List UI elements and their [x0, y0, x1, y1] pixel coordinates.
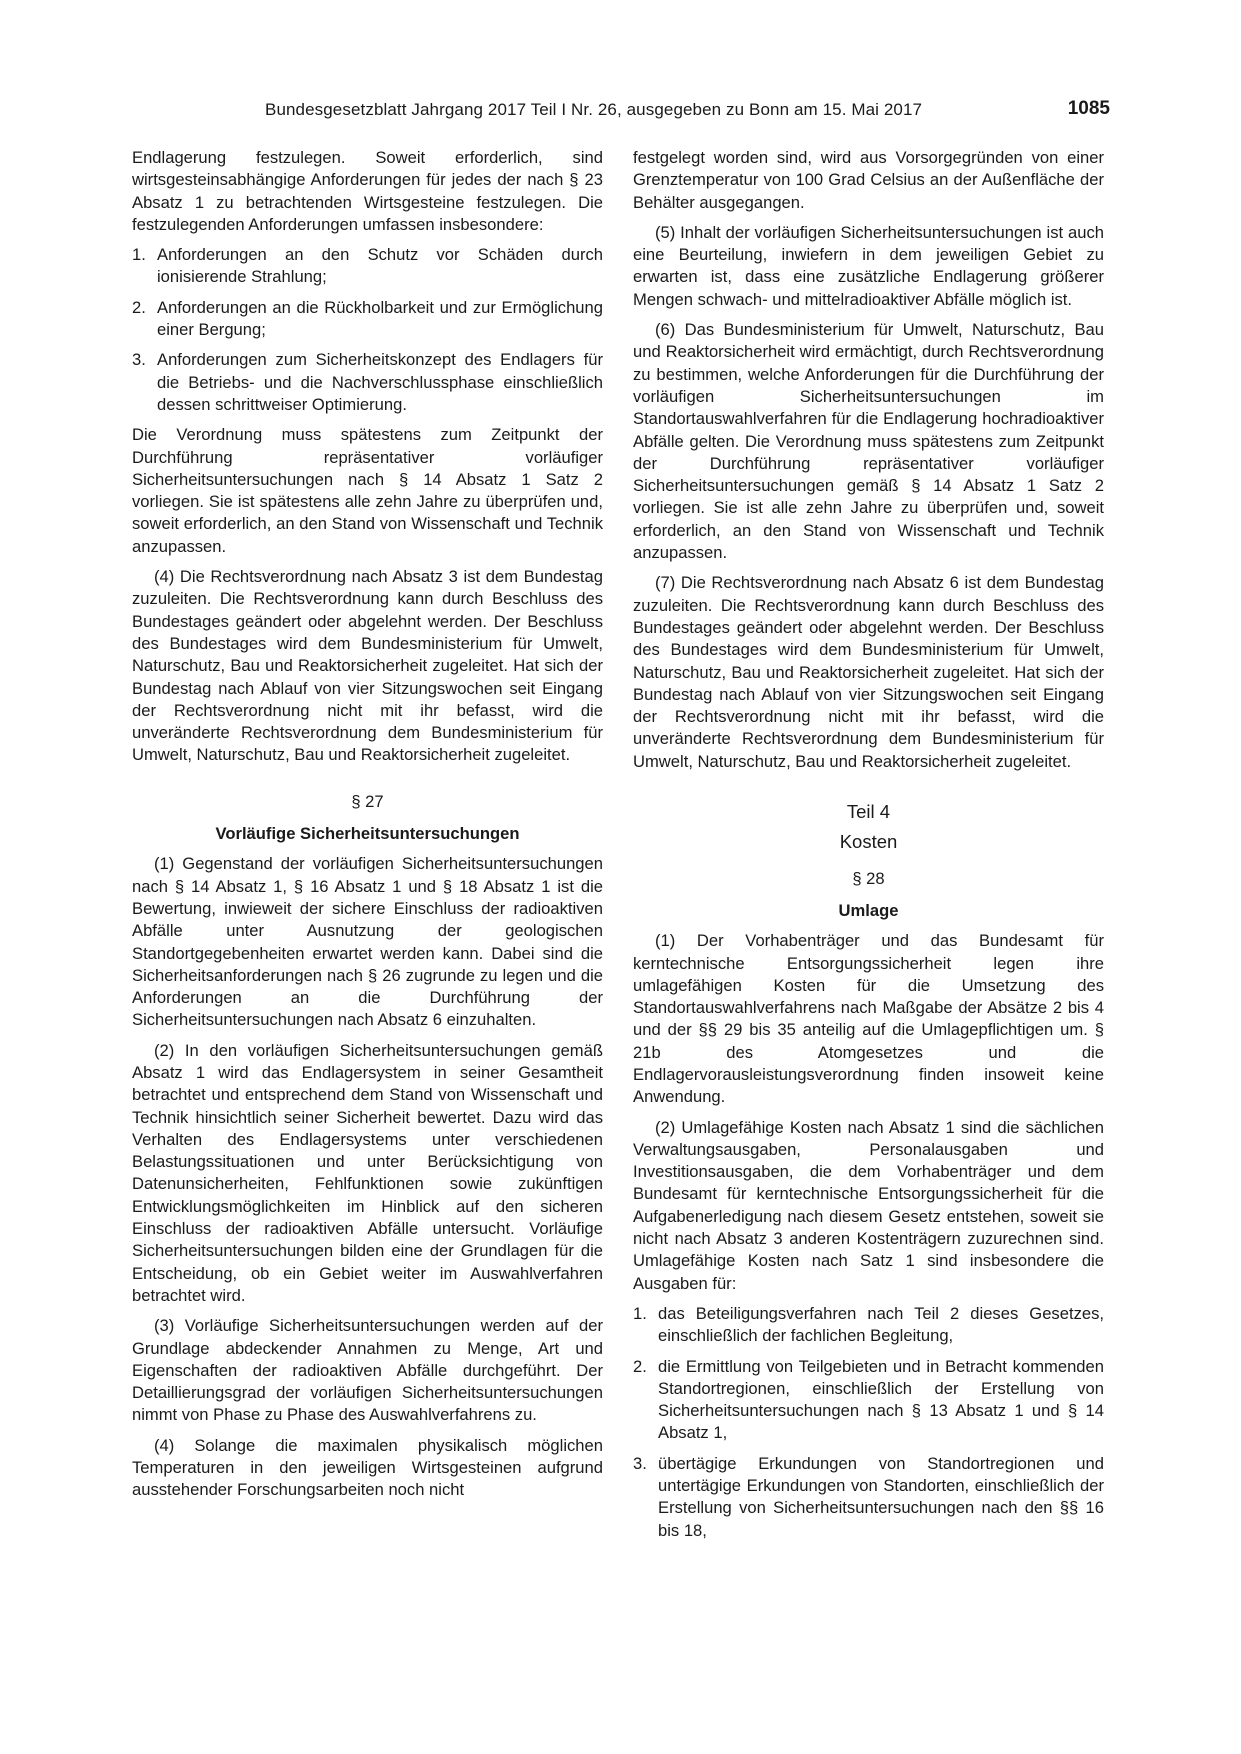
list-item	[132, 297, 603, 342]
list-item-text: Anforderungen an die Rückholbarkeit und zur Ermöglichung einer Bergung;	[157, 297, 603, 340]
paragraph: (2) In den vorläufigen Sicherheitsuntersuchungen gemäß Absatz 1 wird das Endlagersystem in seiner Gesamtheit betrachtet und entsprechend dem Stand von Wissenschaft und Technik hinsichtlich seiner Sicherheit bewertet. Dazu wird das Verhalten des Endlagersystems unter verschiedenen Belastungssituationen und unter Berücksichtigung von Datenunsicherheiten, Fehlfunktionen sowie zukünftigen Entwicklungsmöglichkeiten im Hinblick auf den sicheren Einschluss der radioaktiven Abfälle untersucht. Vorläufige Sicherheitsuntersuchungen bilden eine der Grundlagen für die Entscheidung, ob ein Gebiet weiter im Auswahlverfahren betrachtet wird.	[132, 1040, 603, 1305]
list-item-text: die Ermittlung von Teilgebieten und in Betracht kommenden Standortregionen, einschließlich der Erstellung von Sicherheitsuntersuchungen nach § 13 Absatz 1 und § 14 Absatz 1,	[658, 1356, 1104, 1443]
list-item-text: Anforderungen zum Sicherheitskonzept des Endlagers für die Betriebs- und die Nachverschlussphase einschließlich dessen schrittweiser Optimierung.	[157, 350, 603, 414]
paragraph: festgelegt worden sind, wird aus Vorsorgegründen von einer Grenztemperatur von 100 Grad Celsius an der Außenfläche der Behälter ausgegangen.	[633, 148, 1104, 212]
paragraph: (4) Solange die maximalen physikalisch möglichen Temperaturen in den jeweiligen Wirtsgesteinen aufgrund ausstehender Forschungsarbeiten noch nicht	[132, 1435, 603, 1500]
list-item-text: übertägige Erkundungen von Standortregionen und untertägige Erkundungen von Standorten, einschließlich der Erstellung von Sicherheitsuntersuchungen nach den §§ 16 bis 18,	[658, 1453, 1104, 1540]
left-column	[132, 147, 603, 1510]
paragraph: (4) Die Rechtsverordnung nach Absatz 3 ist dem Bundestag zuzuleiten. Die Rechtsverordnung kann durch Beschluss des Bundestages geändert oder abgelehnt werden. Der Beschluss des Bundestages wird dem Bundesministerium für Umwelt, Naturschutz, Bau und Reaktorsicherheit zugeleitet. Hat sich der Bundestag nach Ablauf von vier Sitzungswochen seit Eingang der Rechtsverordnung nicht mit ihr befasst, wird die unveränderte Rechtsverordnung dem Bundesministerium für Umwelt, Naturschutz, Bau und Reaktorsicherheit zugeleitet.	[132, 567, 603, 765]
running-title: Bundesgesetzblatt Jahrgang 2017 Teil I Nr. 26, ausgegeben zu Bonn am 15. Mai 2017	[265, 100, 923, 119]
list-item	[633, 1356, 1104, 1445]
list-item-number: 3.	[633, 1453, 647, 1473]
list-item-number: 3.	[132, 350, 146, 370]
paragraph: (7) Die Rechtsverordnung nach Absatz 6 ist dem Bundestag zuzuleiten. Die Rechtsverordnung kann durch Beschluss des Bundestages geändert oder abgelehnt werden. Der Beschluss des Bundestages wird dem Bundesministerium für Umwelt, Naturschutz, Bau und Reaktorsicherheit zugeleitet. Hat sich der Bundestag nach Ablauf von vier Sitzungswochen seit Eingang der Rechtsverordnung nicht mit ihr befasst, wird die unveränderte Rechtsverordnung dem Bundesministerium für Umwelt, Naturschutz, Bau und Reaktorsicherheit zugeleitet.	[633, 573, 1104, 771]
right-column	[633, 147, 1104, 1550]
list-item	[633, 1303, 1104, 1348]
expenses-list	[633, 1303, 1104, 1542]
paragraph: (1) Gegenstand der vorläufigen Sicherheitsuntersuchungen nach § 14 Absatz 1, § 16 Absatz 1 und § 18 Absatz 1 ist die Bewertung, inwieweit der sichere Einschluss der radioaktiven Abfälle unter Ausnutzung der geologischen Standortgegebenheiten erwartet werden kann. Dabei sind die Sicherheitsanforderungen nach § 26 zugrunde zu legen und die Anforderungen an die Durchführung der Sicherheitsuntersuchungen nach Absatz 6 einzuhalten.	[132, 854, 603, 1030]
paragraph: (3) Vorläufige Sicherheitsuntersuchungen werden auf der Grundlage abdeckender Annahmen zu Menge, Art und Eigenschaften der radioaktiven Abfälle durchgeführt. Der Detaillierungsgrad der vorläufigen Sicherheitsuntersuchungen nimmt von Phase zu Phase des Auswahlverfahrens zu.	[132, 1316, 603, 1425]
intro-paragraph: Endlagerung festzulegen. Soweit erforderlich, sind wirtsgesteinsabhängige Anforderungen für jedes der nach § 23 Absatz 1 zu betrachtenden Wirtsgesteine festzulegen. Die festzulegenden Anforderungen umfassen insbesondere:	[132, 148, 603, 234]
list-item-number: 1.	[132, 245, 146, 265]
paragraph: (5) Inhalt der vorläufigen Sicherheitsuntersuchungen ist auch eine Beurteilung, inwiefern in dem jeweiligen Gebiet zu erwarten ist, dass eine zusätzliche Endlagerung größerer Mengen schwach- und mittelradioaktiver Abfälle möglich ist.	[633, 222, 1104, 309]
section-number: § 27	[351, 791, 384, 811]
page-header	[265, 100, 1110, 126]
section-title: Vorläufige Sicherheitsuntersuchungen	[215, 824, 520, 844]
part-title: Kosten	[839, 831, 898, 853]
list-item-number: 2.	[633, 1356, 647, 1376]
list-item-number: 1.	[633, 1303, 647, 1323]
paragraph: Die Verordnung muss spätestens zum Zeitpunkt der Durchführung repräsentativer vorläufiger Sicherheitsuntersuchungen nach § 14 Absatz 1 Satz 2 vorliegen. Sie ist spätestens alle zehn Jahre zu überprüfen und, soweit erforderlich, an den Stand von Wissenschaft und Technik anzupassen.	[132, 425, 603, 556]
page-number: 1085	[1067, 98, 1110, 119]
list-item	[132, 244, 603, 289]
requirements-list	[132, 244, 603, 416]
paragraph: (2) Umlagefähige Kosten nach Absatz 1 sind die sächlichen Verwaltungsausgaben, Personalausgaben und Investitionsausgaben, die dem Vorhabenträger und dem Bundesamt für kerntechnische Entsorgungssicherheit für die Aufgabenerledigung nach diesem Gesetz entstehen, soweit sie nicht nach Absatz 3 anderen Kostenträgern zuzurechnen sind. Umlagefähige Kosten nach Satz 1 sind insbesondere die Ausgaben für:	[633, 1117, 1104, 1293]
list-item	[633, 1453, 1104, 1542]
list-item-text: das Beteiligungsverfahren nach Teil 2 dieses Gesetzes, einschließlich der fachlichen Begleitung,	[658, 1303, 1104, 1346]
section-number: § 28	[852, 868, 885, 888]
list-item-text: Anforderungen an den Schutz vor Schäden durch ionisierende Strahlung;	[157, 245, 603, 287]
paragraph: (1) Der Vorhabenträger und das Bundesamt für kerntechnische Entsorgungssicherheit legen ihre umlagefähigen Kosten für die Umsetzung des Standortauswahlverfahrens nach Maßgabe der Absätze 2 bis 4 und der §§ 29 bis 35 anteilig auf die Umlagepflichtigen um. § 21b des Atomgesetzes und die Endlagervorausleistungsverordnung finden insoweit keine Anwendung.	[633, 931, 1104, 1107]
paragraph: (6) Das Bundesministerium für Umwelt, Naturschutz, Bau und Reaktorsicherheit wird ermächtigt, durch Rechtsverordnung zu bestimmen, welche Anforderungen für die Durchführung der vorläufigen Sicherheitsuntersuchungen im Standortauswahlverfahren für die Endlagerung hochradioaktiver Abfälle gelten. Die Verordnung muss spätestens zum Zeitpunkt der Durchführung repräsentativer vorläufiger Sicherheitsuntersuchungen gemäß § 14 Absatz 1 Satz 2 vorliegen. Sie ist alle zehn Jahre zu überprüfen und, soweit erforderlich, an den Stand von Wissenschaft und Technik anzupassen.	[633, 320, 1104, 563]
section-title: Umlage	[838, 900, 899, 920]
list-item	[132, 349, 603, 416]
part-heading: Teil 4	[846, 801, 891, 823]
list-item-number: 2.	[132, 297, 146, 317]
